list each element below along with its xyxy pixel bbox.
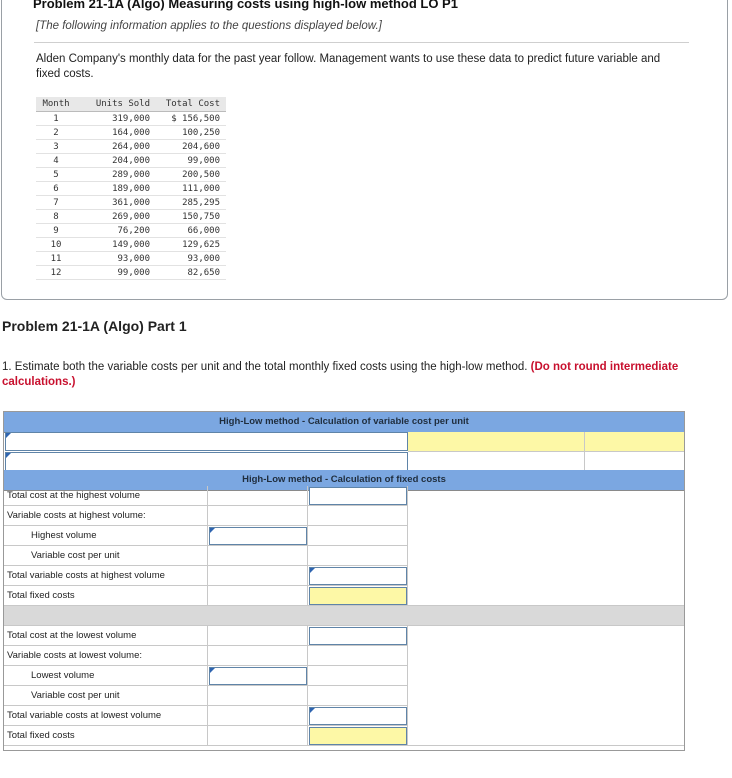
data-row	[36, 112, 226, 126]
fixed-cost-header: High-Low method - Calculation of fixed costs	[4, 470, 684, 491]
low-blank-0	[408, 626, 684, 646]
units-sold-cell: 164,000	[76, 126, 156, 140]
low-blank-4	[408, 706, 684, 726]
units-sold-cell: 264,000	[76, 140, 156, 154]
low-input-0[interactable]	[309, 627, 407, 645]
high-label-4: Total variable costs at highest volume	[4, 566, 208, 586]
question-text	[2, 360, 732, 390]
units-sold-cell: 289,000	[76, 168, 156, 182]
month-cell: 4	[36, 154, 76, 168]
high-blank-2	[408, 526, 684, 546]
low-label-0: Total cost at the lowest volume	[4, 626, 208, 646]
total-cost-cell: 111,000	[156, 182, 226, 196]
month-cell: 7	[36, 196, 76, 210]
month-cell: 3	[36, 140, 76, 154]
data-row	[36, 140, 226, 154]
low-label-3: Variable cost per unit	[4, 686, 208, 706]
units-sold-cell: 269,000	[76, 210, 156, 224]
data-row	[36, 210, 226, 224]
low-label-5: Total fixed costs	[4, 726, 208, 746]
low-label-1: Variable costs at lowest volume:	[4, 646, 208, 666]
month-cell: 2	[36, 126, 76, 140]
low-input-2[interactable]	[209, 667, 307, 685]
total-cost-cell: 129,625	[156, 238, 226, 252]
low-label-2: Lowest volume	[4, 666, 208, 686]
section-separator	[4, 606, 684, 626]
data-row	[36, 238, 226, 252]
low-blank-5	[408, 726, 684, 746]
month-cell: 1	[36, 112, 76, 126]
variable-row1-input-a[interactable]	[5, 432, 408, 451]
variable-row2-input-a[interactable]	[5, 452, 408, 471]
total-cost-cell: 285,295	[156, 196, 226, 210]
info-note: [The following information applies to the questions displayed below.]	[36, 20, 382, 32]
data-row	[36, 196, 226, 210]
total-cost-cell: 150,750	[156, 210, 226, 224]
units-sold-cell: 93,000	[76, 252, 156, 266]
variable-row2-cell-b	[585, 452, 684, 472]
high-blank-5	[408, 586, 684, 606]
data-row	[36, 126, 226, 140]
high-mid-4	[208, 566, 308, 586]
high-label-1: Variable costs at highest volume:	[4, 506, 208, 526]
month-cell: 12	[36, 266, 76, 280]
high-blank-3	[408, 546, 684, 566]
month-cell: 8	[36, 210, 76, 224]
problem-description: Alden Company's monthly data for the past year follow. Management wants to use these data to predict future variable and fixed costs.	[36, 53, 661, 80]
low-blank-1	[408, 646, 684, 666]
total-cost-cell: 93,000	[156, 252, 226, 266]
units-sold-cell: 204,000	[76, 154, 156, 168]
question-emphasis: (Do not round intermediate calculations.)	[2, 361, 679, 388]
variable-row1-result-a[interactable]	[408, 432, 585, 452]
high-right-3	[308, 546, 408, 566]
question-main: 1. Estimate both the variable costs per unit and the total monthly fixed costs using the high-low method.	[2, 361, 528, 373]
low-input-4[interactable]	[309, 707, 407, 725]
total-cost-cell: 82,650	[156, 266, 226, 280]
variable-cost-header: High-Low method - Calculation of variable cost per unit	[4, 412, 684, 433]
low-label-4: Total variable costs at lowest volume	[4, 706, 208, 726]
high-blank-1	[408, 506, 684, 526]
month-cell: 6	[36, 182, 76, 196]
low-mid-5	[208, 726, 308, 746]
data-row	[36, 266, 226, 280]
low-mid-0	[208, 626, 308, 646]
header-units-sold: Units Sold	[76, 97, 156, 112]
high-right-2	[308, 526, 408, 546]
units-sold-cell: 149,000	[76, 238, 156, 252]
units-sold-cell: 99,000	[76, 266, 156, 280]
variable-row2-cell-a	[408, 452, 585, 472]
high-right-1	[308, 506, 408, 526]
total-cost-cell: $ 156,500	[156, 112, 226, 126]
low-blank-2	[408, 666, 684, 686]
low-right-3	[308, 686, 408, 706]
units-sold-cell: 319,000	[76, 112, 156, 126]
month-cell: 10	[36, 238, 76, 252]
data-row	[36, 154, 226, 168]
low-mid-1	[208, 646, 308, 666]
low-input-5[interactable]	[309, 727, 407, 745]
total-cost-cell: 200,500	[156, 168, 226, 182]
month-cell: 9	[36, 224, 76, 238]
high-label-5: Total fixed costs	[4, 586, 208, 606]
high-label-2: Highest volume	[4, 526, 208, 546]
divider	[34, 42, 689, 43]
high-label-3: Variable cost per unit	[4, 546, 208, 566]
data-row	[36, 182, 226, 196]
low-mid-4	[208, 706, 308, 726]
units-sold-cell: 76,200	[76, 224, 156, 238]
high-mid-1	[208, 506, 308, 526]
header-total-cost: Total Cost	[156, 97, 226, 112]
month-cell: 11	[36, 252, 76, 266]
part-title: Problem 21-1A (Algo) Part 1	[2, 318, 187, 334]
data-row	[36, 224, 226, 238]
low-right-1	[308, 646, 408, 666]
data-row	[36, 252, 226, 266]
month-cell: 5	[36, 168, 76, 182]
high-label-0: Total cost at the highest volume	[4, 486, 208, 506]
high-input-4[interactable]	[309, 567, 407, 585]
high-blank-4	[408, 566, 684, 586]
units-sold-cell: 361,000	[76, 196, 156, 210]
total-cost-cell: 204,600	[156, 140, 226, 154]
low-blank-3	[408, 686, 684, 706]
data-row	[36, 168, 226, 182]
low-mid-3	[208, 686, 308, 706]
high-mid-5	[208, 586, 308, 606]
high-low-worksheet	[3, 411, 685, 751]
header-month: Month	[36, 97, 76, 112]
high-input-5[interactable]	[309, 587, 407, 605]
variable-row1-result-b[interactable]	[585, 432, 684, 452]
high-input-2[interactable]	[209, 527, 307, 545]
problem-title: Problem 21-1A (Algo) Measuring costs using high-low method LO P1	[33, 0, 458, 11]
high-input-0[interactable]	[309, 487, 407, 505]
high-mid-0	[208, 486, 308, 506]
units-sold-cell: 189,000	[76, 182, 156, 196]
high-mid-3	[208, 546, 308, 566]
total-cost-cell: 66,000	[156, 224, 226, 238]
monthly-data-table	[36, 97, 226, 280]
low-right-2	[308, 666, 408, 686]
total-cost-cell: 99,000	[156, 154, 226, 168]
total-cost-cell: 100,250	[156, 126, 226, 140]
high-blank-0	[408, 486, 684, 506]
